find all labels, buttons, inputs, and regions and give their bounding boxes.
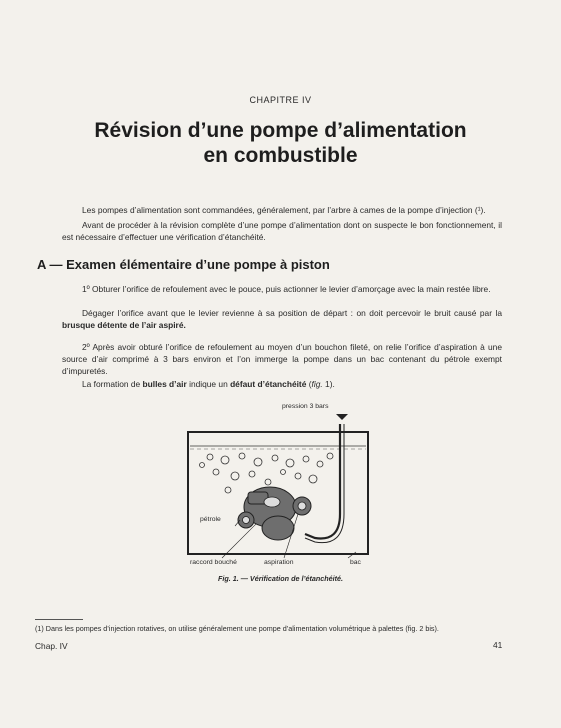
footer-chapter: Chap. IV [35,641,68,651]
p4-part-a: La formation de [82,379,143,389]
intro-paragraph-2 [62,219,502,243]
page-title [30,118,531,168]
label-bac: bac [350,559,361,566]
pump-body [238,487,311,540]
section-a-paragraph-2-text: Dégager l’orifice avant que le levier revienne à sa position de départ : on doit percevoir le bruit causé par la [82,308,502,318]
label-petrole: pétrole [200,516,221,523]
title-line-2: en combustible [203,144,358,167]
intro-paragraph-1-text: Les pompes d’alimentation sont commandées, généralement, par l’arbre à cames de la pompe d’injection (¹). [82,205,486,215]
p4-part-c: indique un [186,379,231,389]
p4-part-e: ( [306,379,312,389]
intro-paragraph-1 [62,204,502,216]
label-aspiration: aspiration [264,559,294,566]
chapter-label: CHAPITRE IV [249,95,312,105]
intro-paragraph-2-text: Avant de procéder à la révision complète d’une pompe d’alimentation dont on suspecte le bon fonctionnement, il est nécessaire d’effectuer une vérification d’étanchéité. [62,220,502,242]
p4-part-g: 1). [322,379,335,389]
section-a-paragraph-3-text: 2º Après avoir obturé l’orifice de refoulement au moyen d’un bouchon fileté, on relie l’orifice d’aspiration à une source d’air comprimé à 3 bars environ et l’on immerge la pompe dans un bac contenant du pétrole exempt d’impuretés. [62,342,502,376]
p4-bold-bulles: bulles d’air [142,379,187,389]
section-a-paragraph-3 [62,341,502,377]
footnote-divider [35,619,83,620]
p4-bold-defaut: défaut d’étanchéité [230,379,307,389]
figure-tank-illustration [180,402,380,572]
footnote: (1) Dans les pompes d’injection rotatives, on utilise généralement une pompe d’alimentation volumétrique à palettes (fig. 2 bis). [35,624,439,633]
title-line-1: Révision d’une pompe d’alimentation [94,119,467,142]
section-a-heading: A — Examen élémentaire d’une pompe à piston [37,257,330,272]
pressure-arrow-icon [336,414,348,420]
page-number: 41 [493,640,503,650]
leader-raccord [222,524,256,558]
section-a-paragraph-4 [62,378,502,390]
label-pression: pression 3 bars [282,403,329,410]
air-hose [305,424,340,539]
section-a-paragraph-2-bold: brusque détente de l’air aspiré. [62,320,186,330]
p4-fig-ref: fig. [311,379,323,389]
section-a-paragraph-1-text: 1º Obturer l’orifice de refoulement avec le pouce, puis actionner le levier d’amorçage avec la main restée libre. [82,284,491,294]
label-raccord: raccord bouché [190,559,237,566]
section-a-paragraph-2 [62,307,502,331]
section-a-paragraph-1 [62,283,502,295]
figure-caption: Fig. 1. — Vérification de l’étanchéité. [217,574,343,583]
tank-drawing [180,402,380,572]
